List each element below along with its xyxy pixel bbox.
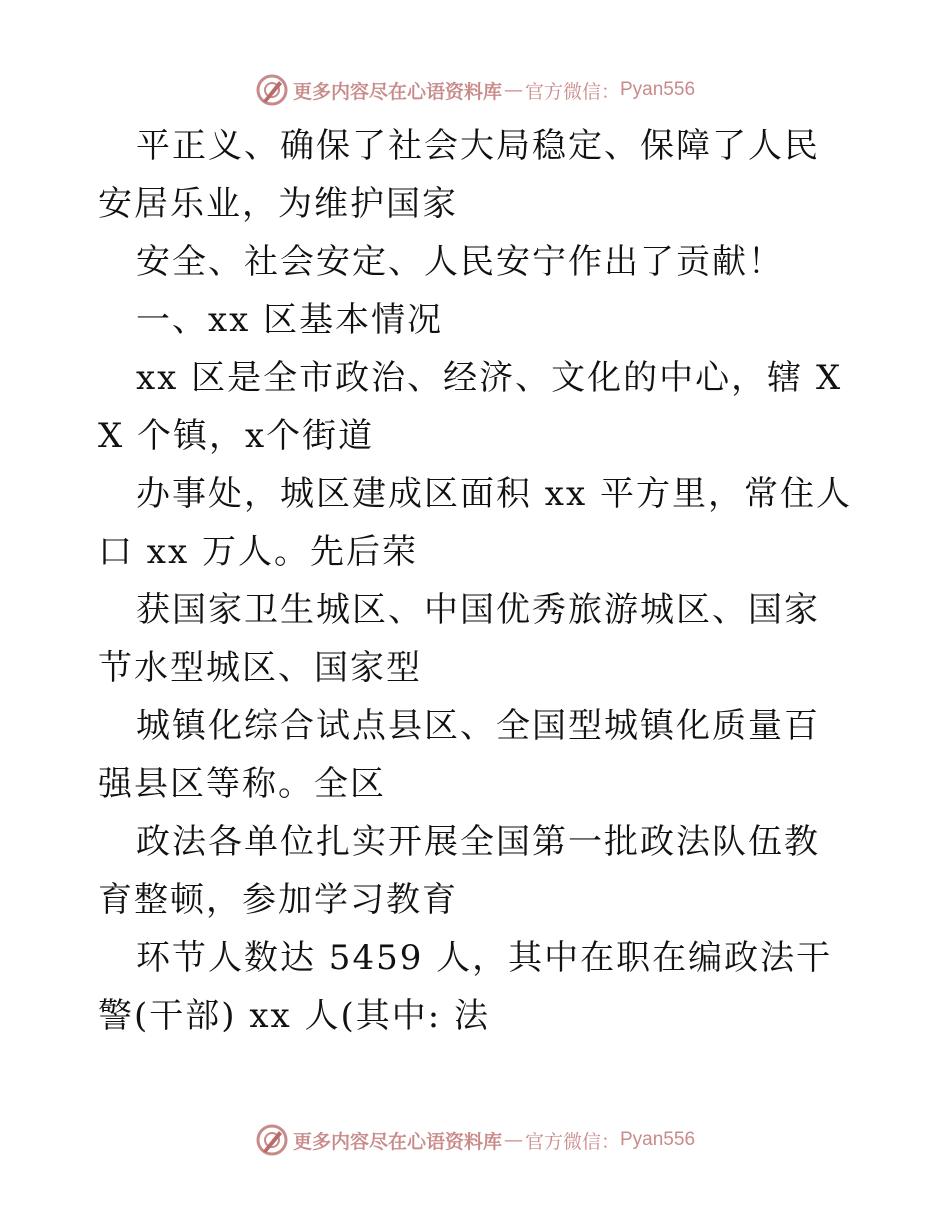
header-watermark (0, 70, 950, 110)
paragraph: 环节人数达 5459 人，其中在职在编政法干警(干部) xx 人(其中: 法 (98, 938, 833, 1036)
paragraph: xx 区是全市政治、经济、文化的中心，辖 XX 个镇，x个街道 (98, 358, 843, 456)
watermark-wechat-label: 官方微信： (524, 1130, 620, 1153)
paragraph: 获国家卫生城区、中国优秀旅游城区、国家节水型城区、国家型 (98, 590, 820, 688)
watermark-wechat-label: 官方微信： (524, 80, 620, 103)
watermark-main-text: 更多内容尽在心语资料库 (292, 1130, 502, 1153)
paragraph: 平正义、确保了社会大局稳定、保障了人民安居乐业，为维护国家 (98, 126, 820, 224)
document-body (98, 117, 853, 1045)
quill-logo-icon (255, 1123, 289, 1157)
quill-logo-icon (255, 73, 289, 107)
section-heading: 一、xx 区基本情况 (136, 300, 444, 340)
watermark-dash: — (503, 79, 523, 101)
paragraph: 办事处，城区建成区面积 xx 平方里，常住人口 xx 万人。先后荣 (98, 474, 852, 572)
paragraph: 政法各单位扎实开展全国第一批政法队伍教育整顿，参加学习教育 (98, 822, 820, 920)
watermark-main-text: 更多内容尽在心语资料库 (292, 80, 502, 103)
footer-watermark (0, 1120, 950, 1160)
watermark-wechat-id: Pyan556 (620, 79, 696, 100)
watermark-wechat-id: Pyan556 (620, 1129, 696, 1150)
paragraph: 安全、社会安定、人民安宁作出了贡献！ (136, 242, 784, 282)
watermark-dash: — (503, 1129, 523, 1151)
paragraph: 城镇化综合试点县区、全国型城镇化质量百强县区等称。全区 (98, 706, 820, 804)
